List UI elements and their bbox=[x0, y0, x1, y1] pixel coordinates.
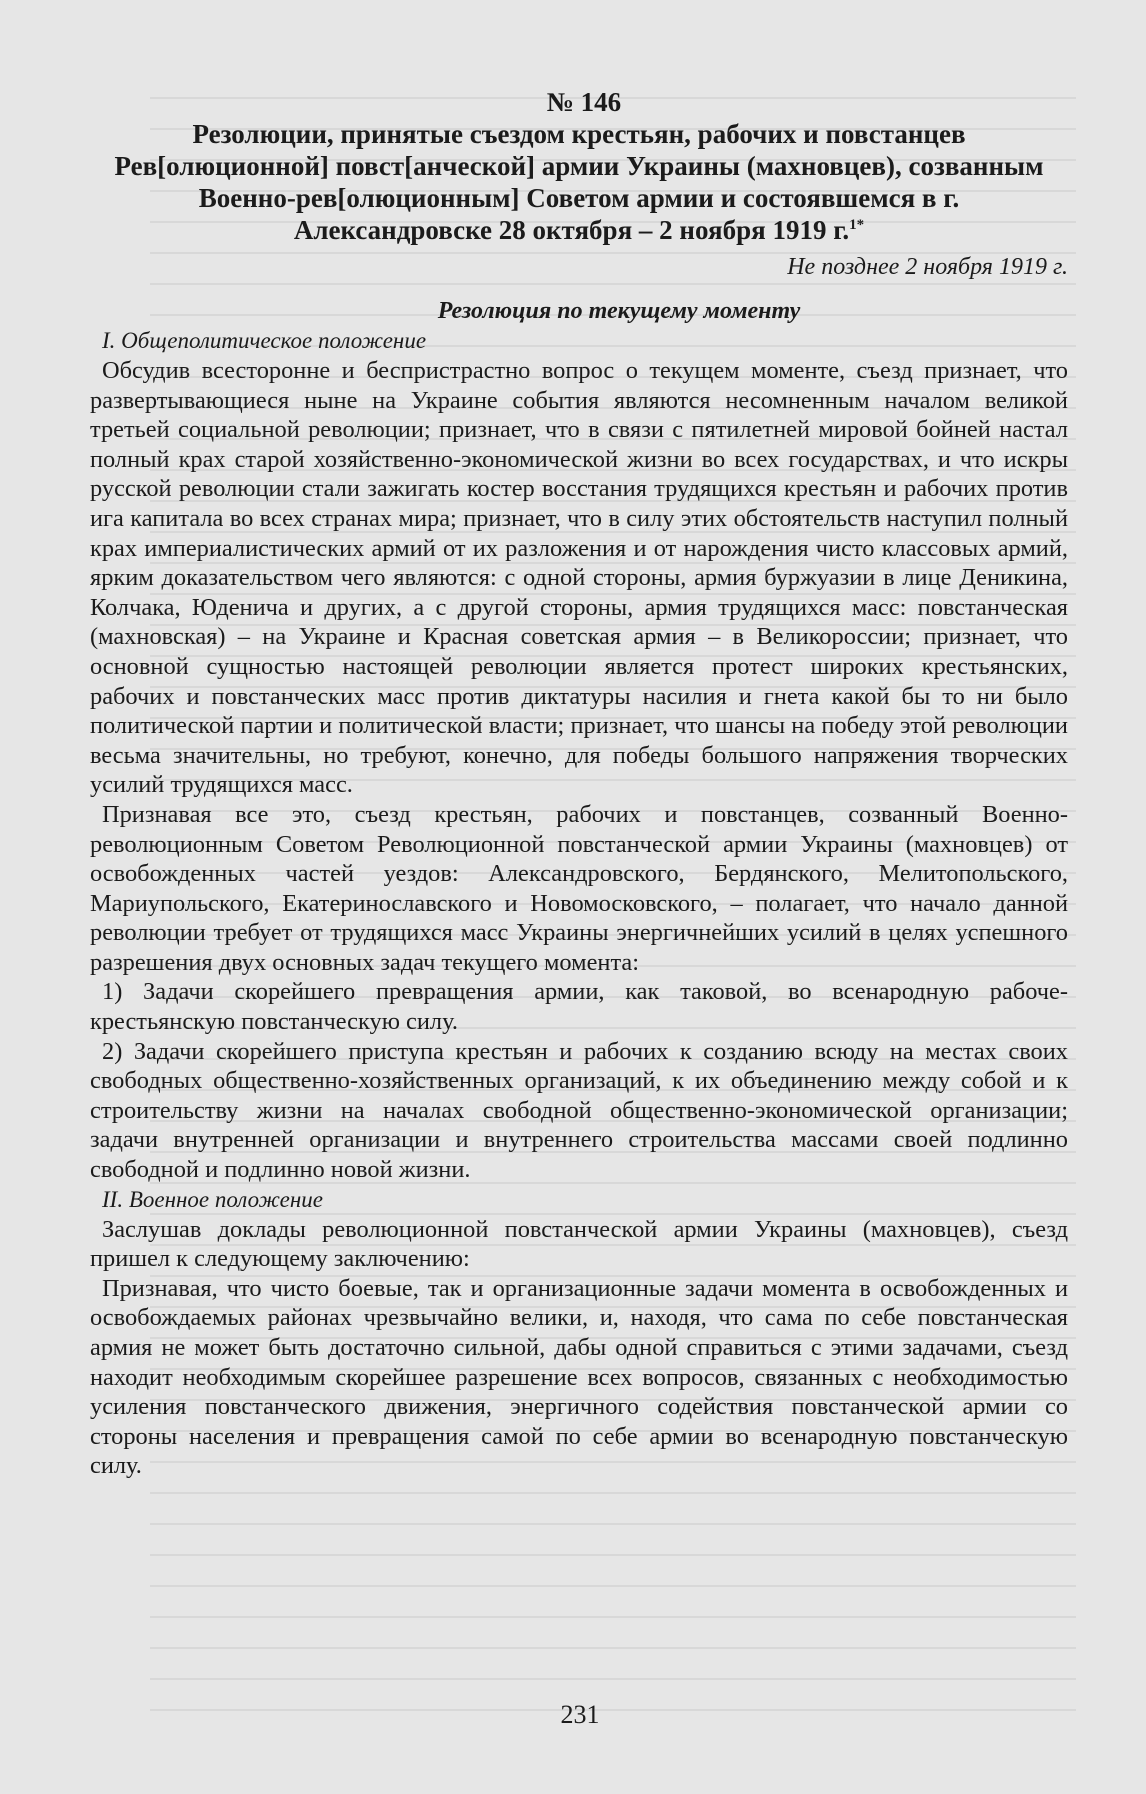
document-number: № 146 bbox=[546, 87, 622, 117]
page-number: 231 bbox=[560, 1700, 600, 1729]
paragraph: 1) Задачи скорейшего превращения армии, как таковой, во всенародную рабоче-крестьянскую повстанческую силу. bbox=[90, 978, 1068, 1036]
dateline: Не позднее 2 ноября 1919 г. bbox=[787, 254, 1068, 280]
paragraph: Заслушав доклады революционной повстанческой армии Украины (махновцев), съезд пришел к следующему заключению: bbox=[90, 1215, 1068, 1273]
paragraph: Признавая все это, съезд крестьян, рабочих и повстанцев, созванный Военно-революционным Советом Революционной повстанческой армии Украины (махновцев) от освобожденных частей уездов: Александровского, Бердянского, Мелитопольского, Мариупольского, Екатеринославского и Новомосковского, – полагает, что начало данной революции требует от трудящихся масс Украины энергичнейших усилий в целях успешного разрешения двух основных задач текущего момента: bbox=[90, 800, 1068, 976]
section-heading-political: I. Общеполитическое положение bbox=[102, 328, 427, 353]
section-heading-military: II. Военное положение bbox=[102, 1186, 323, 1212]
paragraph: 2) Задачи скорейшего приступа крестьян и рабочих к созданию всюду на местах своих свободных общественно-хозяйственных организаций, к их объединению между собой и к строительству жизни на началах свободной общественно-экономической организации; задачи внутренней организации и внутреннего строительства массами своей подлинно свободной и подлинно новой жизни. bbox=[90, 1037, 1068, 1184]
resolution-title: Резолюция по текущему моменту bbox=[437, 298, 801, 324]
document-title bbox=[90, 118, 1068, 246]
document-title-text: Резолюции, принятые съездом крестьян, рабочих и повстанцев Рев[олюционной] повст[анческой] армии Украины (махновцев), созванным Военно-рев[олюционным] Советом армии и состоявшемся в г. Александровске 28 октября – 2 ноября 1919 г. bbox=[114, 119, 1044, 245]
paragraph: Признавая, что чисто боевые, так и организационные задачи момента в освобожденных и освобождаемых районах чрезвычайно велики, и, находя, что сама по себе повстанческая армия не может быть достаточно сильной, дабы одной справиться с этими задачами, съезд находит необходимым скорейшее разрешение всех вопросов, связанных с необходимостью усиления повстанческого движения, энергичного содействия повстанческой армии со стороны населения и превращения самой по себе армии во всенародную повстанческую силу. bbox=[90, 1274, 1068, 1480]
paragraph: Обсудив всесторонне и беспристрастно вопрос о текущем моменте, съезд признает, что развертывающиеся ныне на Украине события являются несомненным началом великой третьей социальной революции; признает, что в связи с пятилетней мировой бойней настал полный крах старой хозяйственно-экономической жизни во всех государствах, и что искры русской революции стали зажигать костер восстания трудящихся крестьян и рабочих против ига капитала во всех странах мира; признает, что в силу этих обстоятельств наступил полный крах империалистических армий от их разложения и от нарождения чисто классовых армий, ярким доказательством чего являются: с одной стороны, армия буржуазии в лице Деникина, Колчака, Юденича и других, а с другой стороны, армия трудящихся масс: повстанческая (махновская) – на Украине и Красная советская армия – в Великороссии; признает, что основной сущностью настоящей революции является протест широких крестьянских, рабочих и повстанческих масс против диктатуры насилия и гнета какой бы то ни было политической партии и политической власти; признает, что шансы на победу этой революции весьма значительны, но требуют, конечно, для победы большого напряжения творческих усилий трудящихся масс. bbox=[90, 357, 1068, 799]
footnote-mark: 1* bbox=[849, 217, 865, 233]
